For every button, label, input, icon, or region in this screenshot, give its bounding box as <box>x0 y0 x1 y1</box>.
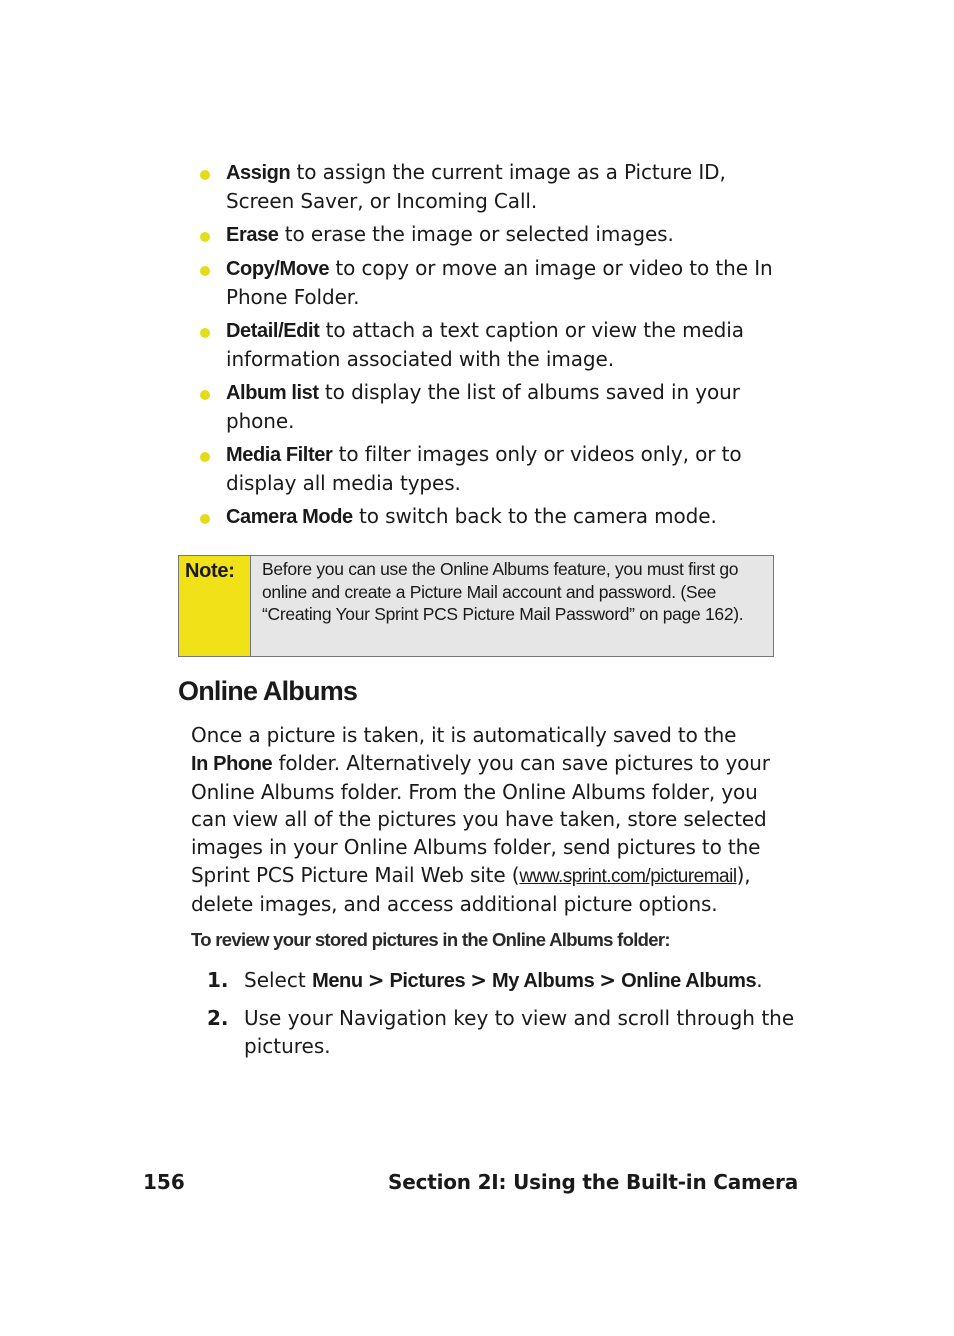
option-term: Media Filter <box>226 444 333 466</box>
option-term: Album list <box>226 382 319 404</box>
picturemail-link[interactable]: www.sprint.com/picturemail <box>519 865 737 887</box>
note-text: Before you can use the Online Albums feature, you must first go online and create a Picture Mail account and password. (See “Creating Your Sprint PCS Picture Mail Password” on page 162). <box>251 556 773 656</box>
list-item <box>196 254 786 311</box>
option-term: Detail/Edit <box>226 320 320 342</box>
option-description: to filter images only or videos only, or to display all media types. <box>226 442 742 495</box>
option-description: to copy or move an image or video to the In Phone Folder. <box>226 256 773 309</box>
step-item <box>207 966 797 995</box>
option-description: to erase the image or selected images. <box>278 222 674 246</box>
step-prefix: Select <box>244 968 313 992</box>
option-term: Assign <box>226 162 291 184</box>
note-box <box>178 555 774 657</box>
folder-name: In Phone <box>191 752 273 775</box>
option-description: to assign the current image as a Picture ID, Screen Saver, or Incoming Call. <box>226 160 726 213</box>
option-term: Erase <box>226 224 279 246</box>
bullet-icon <box>200 328 210 338</box>
section-heading: Online Albums <box>178 676 358 706</box>
list-item <box>196 220 786 249</box>
list-item <box>196 158 786 215</box>
list-item <box>196 440 786 497</box>
bullet-icon <box>200 514 210 524</box>
option-description: to switch back to the camera mode. <box>352 504 717 528</box>
bullet-icon <box>200 170 210 180</box>
option-term: Camera Mode <box>226 506 353 528</box>
option-description: to attach a text caption or view the media information associated with the image. <box>226 318 744 371</box>
step-item <box>207 1004 797 1060</box>
procedure-heading: To review your stored pictures in the Online Albums folder: <box>191 929 670 950</box>
note-label: Note: <box>179 556 251 656</box>
menu-path-item: Online Albums <box>621 970 757 992</box>
section-title: Section 2I: Using the Built-in Camera <box>388 1170 798 1194</box>
list-item <box>196 502 786 531</box>
page-number: 156 <box>143 1170 185 1194</box>
bullet-icon <box>200 452 210 462</box>
options-list <box>196 158 786 536</box>
path-separator: > <box>470 968 487 992</box>
procedure-steps <box>207 966 797 1069</box>
bullet-icon <box>200 232 210 242</box>
bullet-icon <box>200 266 210 276</box>
bullet-icon <box>200 390 210 400</box>
menu-path-item: My Albums <box>491 970 595 992</box>
step-number: 1. <box>207 968 229 992</box>
menu-path-item: Menu <box>312 970 363 992</box>
list-item <box>196 378 786 435</box>
path-separator: > <box>367 968 385 992</box>
option-term: Copy/Move <box>226 258 330 280</box>
paragraph-text: ), delete images, and access additional picture options. <box>191 862 751 916</box>
paragraph-text: folder. Alternatively you can save pictures to your Online Albums folder. From the Online Albums folder, you can view all of the pictures you have taken, store selected images in your Online Albums folder, send pictures to the Sprint PCS Picture Mail Web site ( <box>191 750 770 887</box>
step-number: 2. <box>207 1006 229 1030</box>
option-description: to display the list of albums saved in your phone. <box>226 380 740 433</box>
section-paragraph <box>191 722 791 919</box>
path-separator: > <box>599 968 617 992</box>
list-item <box>196 316 786 373</box>
step-text: Use your Navigation key to view and scroll through the pictures. <box>244 1006 795 1058</box>
menu-path-item: Pictures <box>389 970 466 992</box>
paragraph-text: Once a picture is taken, it is automatically saved to the <box>191 723 737 747</box>
step-suffix: . <box>756 968 763 992</box>
